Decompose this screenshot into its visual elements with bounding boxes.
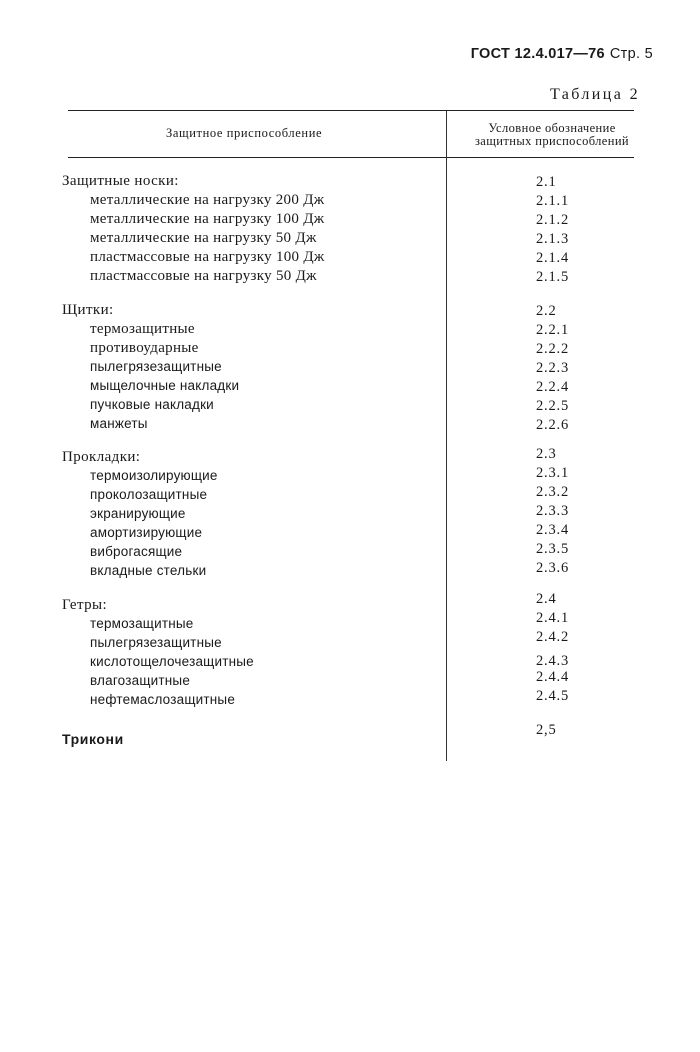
table-row-code: 2.1.4 [536, 250, 569, 266]
table-row-code: 2.2.5 [536, 398, 569, 414]
table-row-code: 2.2.2 [536, 341, 569, 357]
group-code-toe-caps: 2.1 [536, 174, 557, 190]
table-row-item: мыщелочные накладки [90, 378, 240, 393]
table-row-item: нефтемаслозащитные [90, 692, 236, 707]
table-row-code: 2.2.1 [536, 322, 569, 338]
table-row-code: 2.4.3 [536, 653, 569, 669]
table-row-item: металлические на нагрузку 200 Дж [90, 192, 325, 208]
table-row-item: экранирующие [90, 506, 186, 521]
page-header [471, 46, 653, 62]
column-header-device: Защитное приспособление [166, 126, 323, 140]
group-code-gaiters: 2.4 [536, 591, 557, 607]
table-row-item: термозащитные [90, 321, 195, 337]
table-row-code: 2.4.5 [536, 688, 569, 704]
table-row-item: пластмассовые на нагрузку 50 Дж [90, 268, 317, 284]
table-row-item: термозащитные [90, 616, 194, 631]
table-header-rule [68, 157, 634, 158]
table-row-code: 2.1.2 [536, 212, 569, 228]
table-row-item: металлические на нагрузку 50 Дж [90, 230, 317, 246]
table-row-code: 2.3.6 [536, 560, 569, 576]
standard-number: ГОСТ 12.4.017—76 [470, 46, 605, 62]
group-title-toe-caps: Защитные носки: [62, 173, 179, 189]
table-row-item: пластмассовые на нагрузку 100 Дж [90, 249, 325, 265]
table-row-code: 2.2.4 [536, 379, 569, 395]
table-row-code: 2.3.4 [536, 522, 569, 538]
table-row-code: 2.1.1 [536, 193, 569, 209]
table-row-code: 2.1.3 [536, 231, 569, 247]
table-row-code: 2.1.5 [536, 269, 569, 285]
table-row-code: 2.3.5 [536, 541, 569, 557]
table-row-item: металлические на нагрузку 100 Дж [90, 211, 325, 227]
table-row-code: 2.2.6 [536, 417, 569, 433]
table-row-code: 2.4.2 [536, 629, 569, 645]
group-title-tricouni: Трикони [62, 731, 124, 747]
table-row-item: вкладные стельки [90, 563, 207, 578]
group-code-pads: 2.3 [536, 446, 557, 462]
group-code-tricouni: 2,5 [536, 722, 557, 738]
column-header-code: Условное обозначение защитных приспособлений [474, 121, 630, 148]
table-row-code: 2.4.1 [536, 610, 569, 626]
table-row-code: 2.3.1 [536, 465, 569, 481]
page-number: Стр. 5 [609, 46, 653, 62]
table-row-code: 2.3.3 [536, 503, 569, 519]
group-title-gaiters: Гетры: [62, 597, 108, 613]
table-row-code: 2.3.2 [536, 484, 569, 500]
table-row-code: 2.4.4 [536, 669, 569, 685]
table-row-item: пылегрязезащитные [90, 635, 222, 650]
table-row-item: термоизолирующие [90, 468, 218, 483]
table-row-item: противоударные [90, 340, 199, 356]
table-row-item: амортизирующие [90, 525, 203, 540]
column-divider [446, 111, 447, 761]
table-row-item: манжеты [90, 416, 148, 431]
table-row-item: пучковые накладки [90, 397, 214, 412]
table-caption: Таблица 2 [549, 86, 640, 103]
table-row-item: кислотощелочезащитные [90, 654, 254, 669]
group-code-shields: 2.2 [536, 303, 557, 319]
table-row-item: проколозащитные [90, 487, 208, 502]
table-top-rule [68, 110, 634, 111]
table-row-item: пылегрязезащитные [90, 359, 222, 374]
table-row-item: виброгасящие [90, 544, 183, 559]
table-row-code: 2.2.3 [536, 360, 569, 376]
table-row-item: влагозащитные [90, 673, 191, 688]
group-title-pads: Прокладки: [62, 449, 141, 465]
group-title-shields: Щитки: [62, 302, 114, 318]
